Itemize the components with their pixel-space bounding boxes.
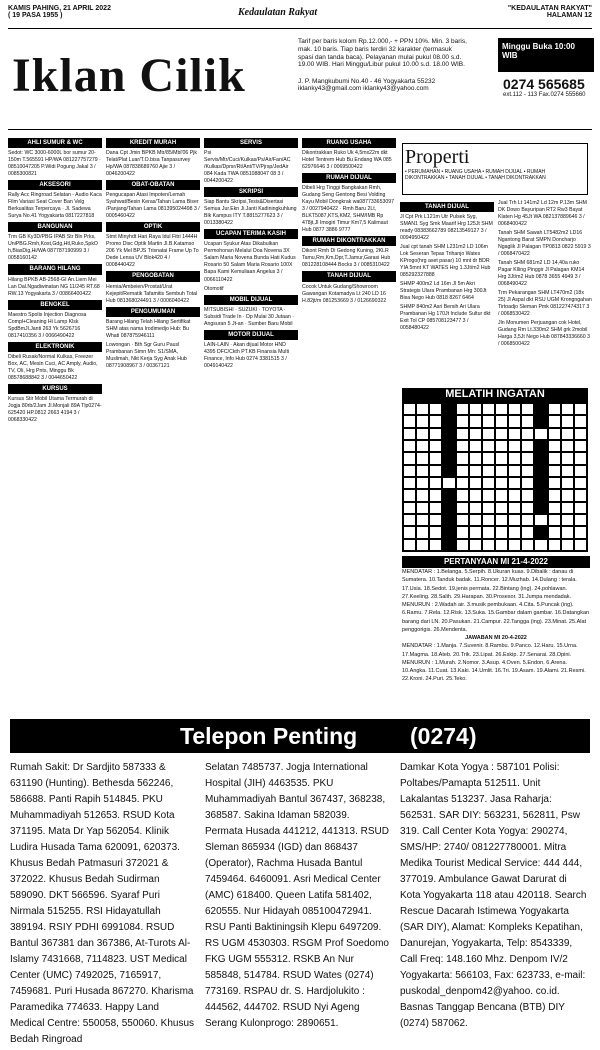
page-header — [8, 5, 592, 29]
ad-column — [302, 136, 396, 714]
classified-ad: Tanah SHM Sawah LT5482m2 LD16 Ngantong Barat SMPN Doncharjo Ngaglik Jl Palagan TP0813 0822 5919 3 / 0068470422 — [498, 230, 591, 258]
crossword-cell — [416, 440, 429, 452]
category-heading: OPTIK — [106, 222, 200, 232]
classified-ad: Cocok Untuk Gudang/Showroom Gawangan Kotamadya Lt 240 LD 16 H.82jt/m 081253669 3 / 0126690322 — [302, 283, 387, 304]
crossword-cell — [521, 502, 534, 514]
crossword-cell — [561, 489, 574, 501]
crossword-cell — [469, 415, 482, 427]
classified-ad: Stmt Minyhdt Hari Raya Idul Fitri 1444H Promo Disc Optik Martin Jl.B.Katamso 206 Yk Mel BPJS Trisnatai Frame Up To Dede Lensa UV Blok420 4 / 0008440422 — [106, 234, 199, 269]
crossword-cell — [548, 440, 561, 452]
crossword-cell — [429, 514, 442, 526]
answers-title: JAWABAN MI 20-4-2022 — [465, 635, 527, 641]
crossword-cell — [456, 440, 469, 452]
crossword-cell — [456, 465, 469, 477]
ad-column — [204, 136, 298, 714]
crossword-cell — [442, 526, 455, 538]
header-date — [8, 5, 111, 19]
classified-ad: MITSUBISHI · SUZUKI · TOYOTA · Subsidi Trade In · Dp Mulai 30 Jutaan · Angsuran 5 Jt-an · Sumber Baru Mobil — [204, 306, 294, 327]
telepon-title: Telepon Penting — [180, 723, 358, 749]
page-number: HALAMAN 12 — [546, 12, 592, 19]
crossword-cell — [534, 465, 547, 477]
classified-ad: Trm Pekarangan SHM LT470m2 (18x 25) Jl Aspal dkt RSU UGM Krongngahan Tirtoadjo Sleman Pmk 081227474317 3 / 0068530422 — [498, 290, 592, 318]
crossword-cell — [508, 452, 521, 464]
crossword-cell — [482, 526, 495, 538]
crossword-cell — [482, 489, 495, 501]
crossword-cell — [508, 428, 521, 440]
properti-list: • PERUMAHAN • RUANG USAHA • RUMAH DIJUAL • RUMAH DIKONTRAKKAN • TANAH DIJUAL • TANAH DIKONTRAKKAN — [405, 169, 546, 181]
crossword-cell — [442, 428, 455, 440]
crossword-cell — [548, 539, 561, 551]
crossword-cell — [521, 526, 534, 538]
crossword-cell — [403, 415, 416, 427]
category-heading: AKSESORI — [8, 180, 102, 190]
crossword-cell — [534, 502, 547, 514]
crossword-cell — [429, 440, 442, 452]
crossword-cell — [574, 539, 587, 551]
crossword-cell — [482, 539, 495, 551]
category-heading: OBAT-OBATAN — [106, 180, 200, 190]
category-heading: SKRIPSI — [204, 187, 298, 197]
crossword-cell — [456, 514, 469, 526]
clues-mendatar: MENDATAR : 1.Belanga. 5.Serpih. 8.Ukuran kuas. 9.Dibalik : danau di Sumatera. 10.Tanduk badak. 11.Roncer. 12.Muzhab. 14.Dulang : terala. 17.Usia. 18.Sedot. 19.jenis permata. 22.Bintang (ing). 24.pohlawan. 27.Keeling. 28.Salih. 29.Harapan. 30.Prosesor. 31.Jumpa mendadak. — [402, 569, 577, 600]
crossword-cell — [403, 526, 416, 538]
crossword-cell — [508, 514, 521, 526]
crossword-cell — [416, 539, 429, 551]
crossword-cell — [469, 440, 482, 452]
crossword-cell — [495, 428, 508, 440]
crossword-cell — [561, 526, 574, 538]
address: J. P. Mangkubumi No.40 - 46 Yogyakarta 55232 — [298, 78, 436, 85]
crossword-cell — [429, 428, 442, 440]
crossword-cell — [482, 415, 495, 427]
crossword-cell — [561, 477, 574, 489]
crossword-cell — [495, 502, 508, 514]
crossword-cell — [521, 452, 534, 464]
crossword-cell — [574, 465, 587, 477]
crossword-cell — [482, 403, 495, 415]
classified-ad: Kursus Stir Mobil Utama Termurah di Jogja 80rb/2Jam Jl.Monjali 89A Tlp0274-625420 HP.0812 2663 4194 3 / 0068330422 — [8, 396, 102, 424]
crossword-cell — [548, 428, 561, 440]
crossword-cell — [416, 452, 429, 464]
crossword-cell — [574, 526, 587, 538]
crossword-cell — [482, 440, 495, 452]
properti-title: Properti — [405, 146, 470, 168]
crossword-cell — [469, 465, 482, 477]
crossword-cell — [521, 514, 534, 526]
crossword-cell — [442, 452, 455, 464]
classified-ad: Barang Hilang Telah Hilang Sertifikat SHM atas nama Irodimedjo Hub: Bu Whati 087875946111 — [106, 318, 191, 339]
crossword-cell — [469, 489, 482, 501]
crossword-cell — [403, 428, 416, 440]
category-heading: RUMAH DIKONTRAKKAN — [302, 236, 396, 246]
classified-ad: Pengucapan Atasi Impoten/Lemah Syahwat/Besin Keras/Tahan Lama Biser /Panjang/Tahan Lama 081395024498 3 / 0005460422 — [106, 192, 200, 220]
minggu-buka-badge: Minggu Buka 10:00 WIB — [498, 38, 594, 72]
crossword-cell — [521, 465, 534, 477]
crossword-cell — [495, 465, 508, 477]
category-heading: RUMAH DIJUAL — [302, 173, 396, 183]
crossword-cell — [561, 514, 574, 526]
crossword-cell — [469, 403, 482, 415]
category-heading: AHLI SUMUR & WC — [8, 138, 102, 148]
crossword-cell — [495, 415, 508, 427]
phone-main: 0274 565685 — [503, 76, 585, 92]
crossword-cell — [534, 415, 547, 427]
crossword-cell — [482, 428, 495, 440]
crossword-cell — [561, 465, 574, 477]
crossword-cell — [429, 465, 442, 477]
crossword-cell — [442, 502, 455, 514]
crossword-cell — [456, 452, 469, 464]
classified-ad: Maestro Spolis Injection Diagnosa Compl+Cleaning Hi Lamp Klsk SpdBmJl.Janti 263 Yk 5626716 0817410356 3 / 0066490422 — [8, 311, 87, 339]
crossword-cell — [442, 465, 455, 477]
crossword-cell — [508, 415, 521, 427]
crossword-cell — [482, 452, 495, 464]
category-heading: BARANG HILANG — [8, 264, 102, 274]
crossword-cell — [416, 526, 429, 538]
crossword-cell — [561, 539, 574, 551]
crossword-cell — [456, 415, 469, 427]
crossword-cell — [403, 489, 416, 501]
tariff-info: Tarif per baris kolom Rp.12.000,- + PPN 10%. Min. 3 baris, mak. 10 baris. Tiap baris terdiri 32 karakter (termasuk spasi dan tanda baca). Pelayanan mulai pukul 08.00 s.d. 19.00 WIB. Hari Minggu/Libur pukul 10.00 s.d. 18.00 WIB. — [298, 38, 467, 69]
crossword-cell — [495, 489, 508, 501]
answers-mendatar: MENDATAR : 1.Manja. 7.Suvenir. 8.Rambu. 9.Panco. 12.Haru. 15.Urna. 17.Magma. 18.Ateb. 20.Trik. 23.Lipat. 26.Eskip. 27.Senarai. 28.Opini. — [402, 643, 578, 658]
pasa-line: ( 19 PASA 1955 ) — [8, 12, 63, 19]
crossword-cell — [482, 502, 495, 514]
crossword-cell — [574, 477, 587, 489]
crossword-cell — [508, 502, 521, 514]
crossword-cell — [403, 465, 416, 477]
crossword-cell — [456, 477, 469, 489]
header-right — [508, 5, 592, 19]
classified-ad: Ucapan Syukur Atas Dikabulkan Permohonan Melalui Doa Novena 3X Salam Maria Novena Bunda Hati Kudus Rosario 50 Salam Maria Rosario 100X Bapa Kami Kemuliaan Angelus 3 / 0066110422 — [204, 241, 296, 283]
crossword-cell — [416, 502, 429, 514]
crossword-cell — [456, 502, 469, 514]
crossword-cell — [429, 403, 442, 415]
crossword-grid — [402, 402, 588, 552]
crossword-cell — [495, 440, 508, 452]
ad-column — [498, 200, 592, 380]
crossword-cell — [482, 465, 495, 477]
crossword-cell — [521, 440, 534, 452]
crossword-cell — [442, 489, 455, 501]
crossword-cell — [429, 415, 442, 427]
clues-menurun: MENURUN : 2.Wadah air. 3.musik pembukaan. 4.Cita. 5.Puncak (ing). 6.Ramu. 7.Rela. 12.Risk. 13.Suka. 15.Gambar dalam gambar. 16.Datangkan barang dari LN. 20.Pasukan. 21.Campur. 22.Tangga (ing). 23.Minat. 25.Alat penggorigis. 26.Mendenta. — [402, 602, 590, 633]
crossword-cell — [508, 539, 521, 551]
classified-ad: Jual cpt tanah SHM L231m2 LD 106m Lok Seseran Tepas Trihanjo Wates KProgo(hrg aset pasar) 10 mnt dr BDR YIA 5mnt KT WATES Hrg 1.3Jt/m2 Hub 085292327888 — [400, 244, 491, 279]
crossword-cell — [495, 526, 508, 538]
category-heading: BANGUNAN — [8, 222, 102, 232]
category-heading: MOTOR DIJUAL — [204, 330, 298, 340]
telepon-penting-banner — [10, 719, 590, 753]
paper-name: "KEDAULATAN RAKYAT" — [507, 5, 592, 12]
crossword-cell — [574, 489, 587, 501]
crossword-cell — [495, 539, 508, 551]
crossword-cell — [561, 440, 574, 452]
crossword-cell — [495, 452, 508, 464]
classified-ad: Dibeli Hrg Tinggi Bangkakan Rmh, Gudang Seng Gentong Besi Volding Kayu Mobil Dongkrak wa087733653097 3 / 0027940422 · Rmh Baru 2Lt, BLKT5087,KTS,KM2, SHM/IMB Rp 478jt,Jl Imogiri Timur Km7,5 Kalimaut Hub 0877 3886 9777 — [302, 185, 394, 234]
puzzle-answers — [402, 556, 590, 684]
crossword-cell — [456, 526, 469, 538]
crossword-cell — [429, 526, 442, 538]
crossword-cell — [495, 514, 508, 526]
crossword-cell — [548, 452, 561, 464]
crossword-cell — [574, 428, 587, 440]
crossword-cell — [403, 452, 416, 464]
crossword-cell — [534, 428, 547, 440]
crossword-cell — [521, 415, 534, 427]
crossword-cell — [403, 440, 416, 452]
crossword-cell — [534, 452, 547, 464]
crossword-cell — [416, 477, 429, 489]
classified-ad: Jl Cpt Prk L121m Utr Pulsek Syg, SMAN1 Syg Smk Maarif Hrg 125Jt SHM ready 08383662789 08213549127 3 / 0094950422 — [400, 214, 493, 242]
classified-ad: Psi Servis/Mtr/Cuci/Kulkas/Ps/Air/Fan/AC /Kulkas/Dprsr/Rt/Ant/TV/Pjrsp/JedAir 084 Kada TWA 0851088047 08 3 / 0044200422 — [204, 150, 291, 185]
masthead — [8, 38, 592, 130]
crossword-cell — [508, 526, 521, 538]
ad-column — [8, 136, 102, 714]
classified-ad: Hernia/Ambeien/Prostat/Urat Kejepit/Rematik Tafamitis Sembuh Total Hub 081368024491 3 / 0006040422 — [106, 283, 198, 304]
crossword-cell — [416, 514, 429, 526]
crossword-cell — [429, 502, 442, 514]
telepon-col-2: Selatan 7485737. Jogja International Hospital (JIH) 4463535. PKU Muhammadiyah Bantul 367437, 368238, 368587. Sakina Idaman 582039. Permata Husada 441212, 441313. RSUD Sleman 865934 (IGD) dan 868437 (Operator), Rachma Husada Bantul 7459464. 6460091. Asri Medical Center (AMC) 618400. Queen Latifa 581402, 620555. Nur Hidayah 085100472941. RSU Panti Baktiningsih Klepu 6497209. RS UGM 4530303. RSGM Prof Soedomo FKG UGM 555312. RSKB An Nur 585848, 514784. RSUD Wates (0274) 773169. RSPAU dr. S. Hardjolukito : 444562, 444702. RSUD Nyi Ageng Serang Kulonprogo: 2890651. — [205, 762, 390, 1029]
crossword-cell — [534, 440, 547, 452]
crossword-cell — [548, 526, 561, 538]
crossword-cell — [469, 428, 482, 440]
crossword-cell — [442, 539, 455, 551]
crossword-cell — [495, 477, 508, 489]
classified-ad: Dikont Rmh Di Gedong Kuning, 2KLR Tamu,Rm,Km,Dpr,T.Jamur,Garasi Hub 081228108444 Bocks 3 / 0085310422 — [302, 248, 391, 269]
classified-ad: Siap Bantu Skripsi,Tesis&Disertasi Semua Jur.Ekn Ji.Janti Kadiningkuhlung Blk Kampus ITY T.8815277623 3 / 0013380422 — [204, 199, 297, 227]
crossword-cell — [521, 489, 534, 501]
crossword-cell — [456, 539, 469, 551]
classified-ad: Rally Acc Ringroad Selatan - Audio Kaca Film Variasi Seat Cover Ban Velg Berkualitas Terpercaya · Jl. Sadewa Surya No.41 Yogyakarta 0817227818 — [8, 192, 102, 220]
crossword-cell — [416, 415, 429, 427]
crossword-cell — [508, 440, 521, 452]
category-heading: TANAH DIJUAL — [302, 271, 396, 281]
phone-number — [503, 76, 586, 98]
classified-ad: Dana Cpt Jmin BPKB Mtr/85/Mbl'06 Pjk Telat/Plat Luar/T.O.bisa Tanpasurvey Hp/WA 087838689760 Ajie 3 / 0046200422 — [106, 150, 197, 178]
classified-ad: Tanah SHM 681m2 LD 14,40a ruko Pagar Klling Pinggir Jl Palagan KM14 Hrg 3Jt/m2 Hub 0878 3655 4949 3 / 0068490422 — [498, 260, 585, 288]
crossword-cell — [561, 403, 574, 415]
classified-ad: SHMP 400m2 Ld 16m Jl 5m Akri Strategis Ulara Prambanan Hrg 300Jt Bisa Nego Hub 0818 8267 6464 — [400, 281, 487, 302]
crossword-cell — [548, 514, 561, 526]
classified-ad: Jln Monumen Perjuangan cok Hotel, Gudang Rm Lt.330m2 SHM grk 2mobil Harga 3,5Jt Nego Hub 087843336660 3 / 0068500422 — [498, 320, 591, 348]
crossword-cell — [574, 440, 587, 452]
crossword-cell — [548, 502, 561, 514]
crossword-cell — [534, 539, 547, 551]
crossword-cell — [561, 415, 574, 427]
crossword-cell — [403, 539, 416, 551]
crossword-cell — [574, 452, 587, 464]
crossword-cell — [469, 502, 482, 514]
crossword-cell — [416, 489, 429, 501]
category-heading: BENGKEL — [8, 300, 102, 310]
classified-ad: LAIN-LAIN · Akan dijual Motor HND 4395 DFC/Ckth PT.KB Finansia Multi Finance, Info Hub 0274 3381515 3 / 0049140422 — [204, 341, 290, 369]
ad-column — [400, 200, 494, 380]
crossword-cell — [456, 403, 469, 415]
category-heading: ELEKTRONIK — [8, 342, 102, 352]
category-heading: SERVIS — [204, 138, 298, 148]
crossword-cell — [548, 489, 561, 501]
crossword-cell — [482, 477, 495, 489]
crossword-cell — [429, 452, 442, 464]
crossword-cell — [469, 452, 482, 464]
telepon-col-1: Rumah Sakit: Dr Sardjito 587333 & 631190 (Hunting). Bethesda 562246, 586688. Panti Rapih 514845. PKU Muhammadiyah 512653. RSUD Kota 371195. Mata Dr Yap 562054. Klinik Ludira Husada Tama 620091, 620373. Khusus Bedah Patmasuri 372021 & 372022. Khusus Bedah Sudirman 589090. DKT 566596. Syaraf Puri Nirmala 515255. RSI Hidayatullah 389194. RSIY PDHI 6991084. RSUD Bantul 367381 dan 367386, At-Turots Al-Islamy 7431668, 7114823. UST Medical Center (UMC) 7492025, 7165917, 7459681. Puri Husada 867270. Kharisma Paramedika 774633. Happy Land Medical Centre: 550058, 550060. Khusus Bedah Ringroad — [10, 762, 195, 1045]
crossword-cell — [403, 403, 416, 415]
crossword-cell — [495, 403, 508, 415]
classified-ad: Dibeli Rusak/Normal Kulkas, Freezer Box, AC, Mesin Cuci, AC Amply, Audio, TV, Oli, Hrg Pnts, Minggu Bk 08578688842 3 / 0044650422 — [8, 353, 98, 381]
crossword-cell — [574, 415, 587, 427]
answers-menurun: MENURUN : 1.Murah. 2.Nomor. 3.Asup. 4.Oven. 5.Endon. 6.Arena. 10.Angka. 11.Cuat. 13.Kaki. 14.Umlit. 16.Tri. 19.Asam. 19.Alami. 21.Resmi. 22.Kroni. 24.Puri. 25.Teko. — [402, 659, 586, 683]
classified-ad: Lowongan · Bth Sgr Guru Pausl Prambanan Simn Mn: S1/SMA, Muslimah, Nkt Kerja Syg Anak Hub 08771908967 3 / 00367121 — [106, 341, 187, 369]
crossword-cell — [534, 477, 547, 489]
category-heading: TANAH DIJUAL — [400, 202, 494, 212]
classified-ad: SHMP 840m2 Asri Bersih Ari Ulara Prambanan Hg 170Jt Include Sultur dkt Exit Tol CP 085708123477 3 / 0058480422 — [400, 304, 491, 332]
date-line: KAMIS PAHING, 21 APRIL 2022 — [8, 5, 111, 12]
ad-column — [106, 136, 200, 714]
crossword-cell — [403, 502, 416, 514]
classified-ad: Trm GB Ky3D/PBG IPAB Str Bln Prks, UniPBG.Rmh,Kost,Gdg,Htl,Ruko,SpkO h,BiasDig,Hi/WA 087787190999 3 / 0058160142 — [8, 234, 98, 262]
category-heading: MOBIL DIJUAL — [204, 295, 298, 305]
crossword-cell — [521, 477, 534, 489]
crossword-cell — [574, 403, 587, 415]
crossword-cell — [403, 514, 416, 526]
crossword-cell — [508, 403, 521, 415]
crossword-cell — [416, 465, 429, 477]
crossword-cell — [442, 477, 455, 489]
crossword-cell — [508, 465, 521, 477]
crossword-cell — [561, 502, 574, 514]
crossword-cell — [534, 403, 547, 415]
crossword-cell — [442, 415, 455, 427]
crossword-cell — [548, 477, 561, 489]
crossword-cell — [534, 514, 547, 526]
crossword-cell — [456, 428, 469, 440]
crossword-cell — [416, 428, 429, 440]
crossword-cell — [574, 502, 587, 514]
crossword-cell — [548, 415, 561, 427]
crossword-cell — [508, 477, 521, 489]
puzzle-date: PERTANYAAN MI 21-4-2022 — [402, 556, 590, 568]
category-heading: KREDIT MURAH — [106, 138, 200, 148]
crossword-cell — [574, 514, 587, 526]
classified-ad: Jual Trh Lt 141m2 Ld 12m P.13m SHM DK Dowo Bayuripan RT2 Rw3 Bayat Klaten Hg 45Jt WA 082137889646 3 / 0068400422 — [498, 200, 587, 228]
crossword-cell — [548, 465, 561, 477]
category-heading: PENGOBATAN — [106, 271, 200, 281]
properti-header — [402, 143, 588, 195]
crossword-cell — [469, 539, 482, 551]
crossword-cell — [561, 452, 574, 464]
crossword-cell — [469, 514, 482, 526]
category-heading: KURSUS — [8, 384, 102, 394]
email: iklanky43@gmail.com iklanky43@yahoo.com — [298, 85, 429, 92]
crossword-cell — [403, 477, 416, 489]
crossword-cell — [521, 428, 534, 440]
crossword-cell — [442, 403, 455, 415]
category-heading: RUANG USAHA — [302, 138, 396, 148]
crossword-cell — [469, 477, 482, 489]
crossword-cell — [534, 489, 547, 501]
crossword-cell — [561, 428, 574, 440]
crossword-cell — [548, 403, 561, 415]
crossword-cell — [521, 539, 534, 551]
crossword-cell — [456, 489, 469, 501]
crossword-cell — [469, 526, 482, 538]
classified-ad: Sedot: WC 3000-6000L bor sumur 20-150m T.565591 HP/WA 081227757279 · 08510047205 P.Widi Pogung Jakal 3 / 0085300821 — [8, 150, 101, 178]
telepon-col-3: Damkar Kota Yogya : 587101 Polisi: Poltabes/Pamapta 512511. Unit Lakalantas 513237. Jasa Raharja: 562531. SAR DIY: 563231, 562811, Psw 319. Call Center Kota Yogya: 290274, SMS/HP: 2740/ 081227780001. Mitra Medika Tourist Medical Service: 444 444, 377019. Ambulance Gawat Darurat di Kota Yogyakarta 118 atau 420118. Search Rescue Dacarah Istimewa Yogyakarta (SAR DIY), Alamat: Kompleks Kepatihan, Danurejan, Yogyakarta, Telp: 8543339, Call Freq: 148.160 Mhz. Denpom IV/2 Yogyakarta: 566103, Fax: 623733, e-mail: puskodal_denpom42@yahoo. co.id. Basnas Tanggap Bencana (BTB) DIY (0274) 587062. — [400, 762, 587, 1029]
category-heading: PENGUMUMAN — [106, 307, 200, 317]
crossword-cell — [429, 489, 442, 501]
crossword-cell — [429, 477, 442, 489]
crossword-cell — [482, 514, 495, 526]
telepon-code: (0274) — [410, 723, 477, 749]
crossword-cell — [534, 526, 547, 538]
category-heading: UCAPAN TERIMA KASIH — [204, 229, 298, 239]
crossword-cell — [442, 514, 455, 526]
crossword-cell — [442, 440, 455, 452]
crossword-cell — [508, 489, 521, 501]
crossword-cell — [416, 403, 429, 415]
crossword-cell — [429, 539, 442, 551]
phone-ext: ext.112 - 113 Fax.0274 555660 — [503, 92, 586, 98]
classified-ad: Otomotif — [204, 285, 224, 292]
classified-ad: Hilang BPKB AB-2568-GI An.Liem Mei Lan Dal.Ngadiwinatan NG 11/245 RT.68 RW.13 Yogyakarta 3 / 00866400422 — [8, 276, 100, 297]
crossword-cell — [521, 403, 534, 415]
logo-iklan-cilik: Iklan Cilik — [12, 49, 246, 102]
puzzle-title: MELATIH INGATAN — [402, 388, 588, 402]
classified-ad: Dikontrakkan Ruko Uk 4,5mx22m dkt Hotel Tentrem Hub Bu Endang WA 085 62976646 3 / 0069500422 — [302, 150, 392, 171]
header-title: Kedaulatan Rakyat — [238, 7, 318, 18]
